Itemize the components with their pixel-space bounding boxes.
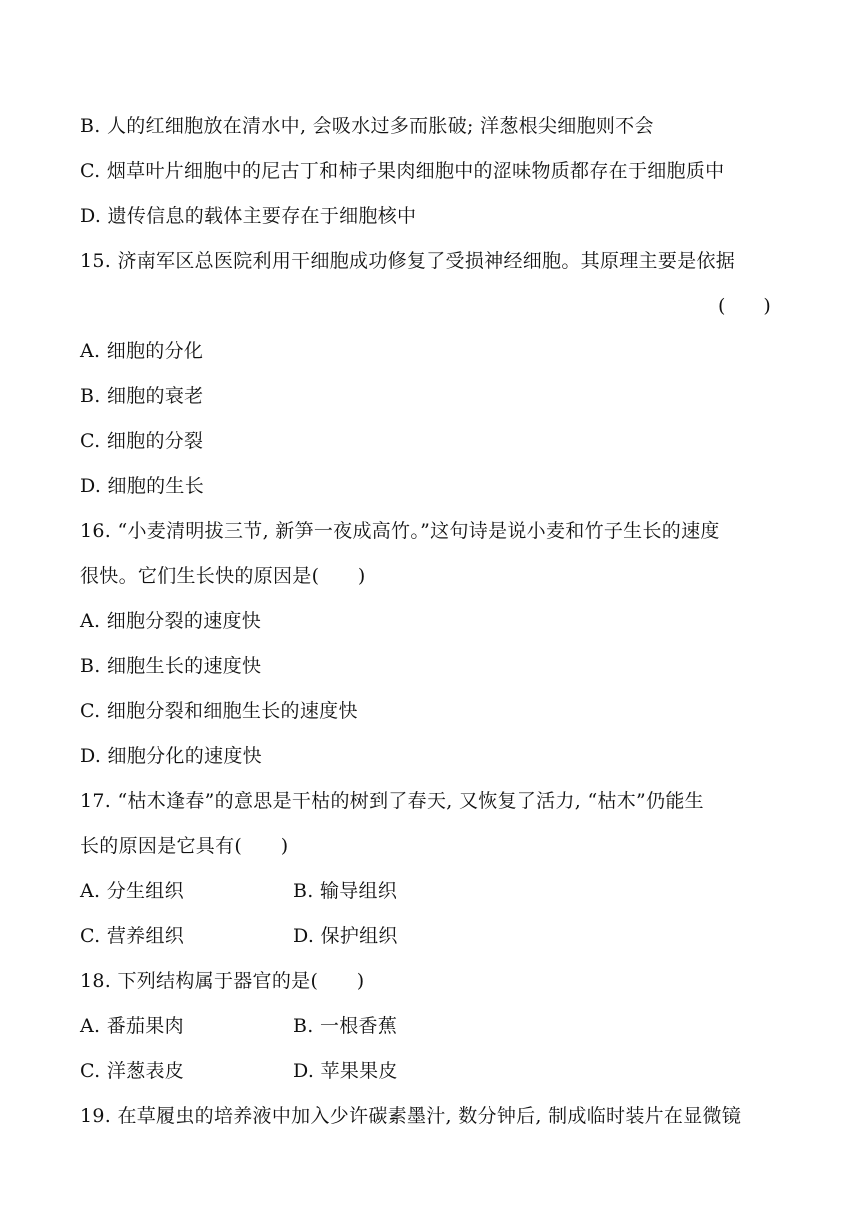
q14-option-d: D. 遗传信息的载体主要存在于细胞核中: [80, 205, 417, 227]
q15-option-a: A. 细胞的分化: [80, 340, 204, 362]
q17-option-c: C. 营养组织: [80, 925, 185, 947]
q16-option-d: D. 细胞分化的速度快: [80, 745, 262, 767]
q17-stem-line-2: 长的原因是它具有( ): [80, 835, 289, 857]
q18-option-d: D. 苹果果皮: [293, 1060, 398, 1082]
q16-option-c: C. 细胞分裂和细胞生长的速度快: [80, 700, 358, 722]
q14-option-c: C. 烟草叶片细胞中的尼古丁和柿子果肉细胞中的涩味物质都存在于细胞质中: [80, 160, 725, 182]
q17-stem-line-1: 17. “枯木逢春”的意思是干枯的树到了春天, 又恢复了活力, “枯木”仍能生: [80, 790, 704, 812]
q15-stem: 15. 济南军区总医院利用干细胞成功修复了受损神经细胞。其原理主要是依据: [80, 250, 736, 272]
q19-stem: 19. 在草履虫的培养液中加入少许碳素墨汁, 数分钟后, 制成临时装片在显微镜: [80, 1105, 742, 1127]
q15-option-b: B. 细胞的衰老: [80, 385, 204, 407]
q17-option-b: B. 输导组织: [293, 880, 398, 902]
q16-stem-line-2: 很快。它们生长快的原因是( ): [80, 565, 366, 587]
q16-option-a: A. 细胞分裂的速度快: [80, 610, 262, 632]
q18-option-a: A. 番茄果肉: [80, 1015, 184, 1037]
q18-option-c: C. 洋葱表皮: [80, 1060, 185, 1082]
q15-answer-blank: ( ): [718, 295, 771, 317]
q15-option-d: D. 细胞的生长: [80, 475, 205, 497]
q16-stem-line-1: 16. “小麦清明拔三节, 新笋一夜成高竹。”这句诗是说小麦和竹子生长的速度: [80, 520, 720, 542]
q17-option-d: D. 保护组织: [293, 925, 398, 947]
q18-option-b: B. 一根香蕉: [293, 1015, 398, 1037]
q18-stem: 18. 下列结构属于器官的是( ): [80, 970, 365, 992]
q15-option-c: C. 细胞的分裂: [80, 430, 204, 452]
q17-option-a: A. 分生组织: [80, 880, 184, 902]
q14-option-b: B. 人的红细胞放在清水中, 会吸水过多而胀破; 洋葱根尖细胞则不会: [80, 115, 654, 137]
q16-option-b: B. 细胞生长的速度快: [80, 655, 262, 677]
